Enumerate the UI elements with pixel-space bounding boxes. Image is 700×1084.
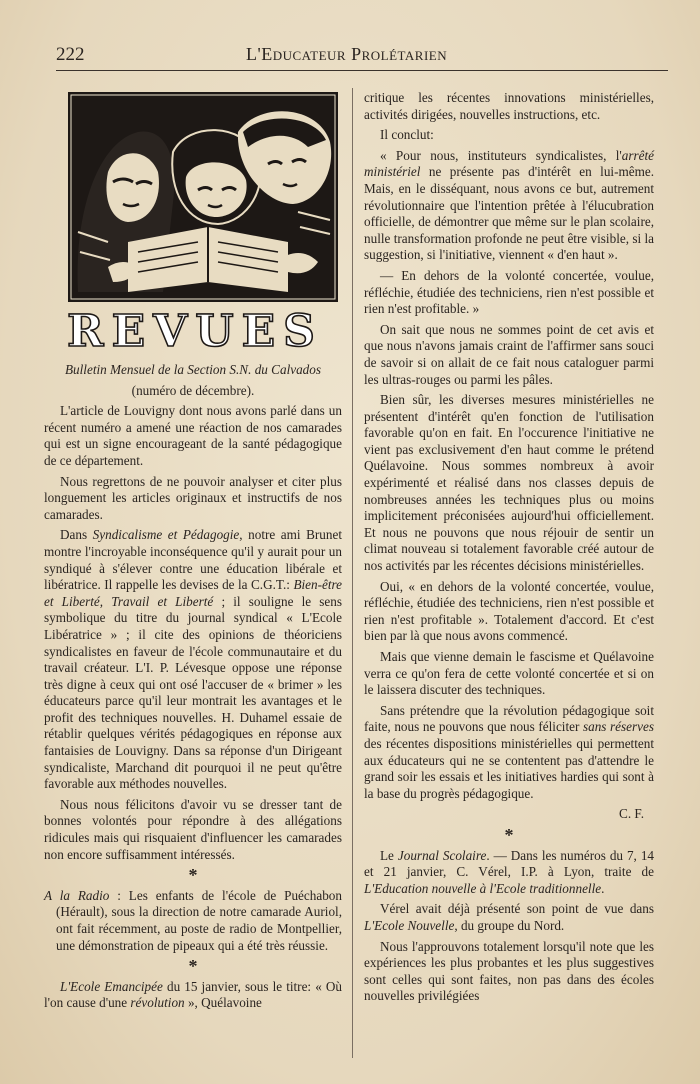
- paragraph: « Pour nous, instituteurs syndicalistes, l'arrêté ministériel ne présente pas d'intérêt en lui-même. Mais, en le disséquant, nous avons ce but, autrement révolutionnaire que l'intention prêtée à l'élucubration officielle, de démontrer que même sur le plan scolaire, nulle transformation profonde ne peut être visible, si la suggestion, si l'initiative, viennent « d'en haut ».: [364, 147, 654, 263]
- paragraph: Nous nous félicitons d'avoir vu se dresser tant de bonnes volontés pour répondre à des allégations ridicules mais qui risquaient d'influencer les camarades non encore suffisamment intéressés.: [44, 796, 342, 862]
- bulletin-heading: Bulletin Mensuel de la Section S.N. du Calvados: [64, 362, 322, 377]
- section-title: REVUES: [67, 306, 323, 357]
- paragraph: Dans Syndicalisme et Pédagogie, notre ami Brunet montre l'incroyable inconséquence qu'il y aurait pour un syndiqué à s'élever contre une éducation libérale et libératrice. Il rappelle les devises de la C.G.T.: Bien-être et Liberté, Travail et Liberté ; il souligne le sens symbolique du titre du journal syndical « L'Ecole Libératrice » ; il cite des opinions de théoriciens syndicalistes en faveur de l'école communautaire et du travail créateur. L'I. P. Lévesque oppose une réponse très digne à ceux qui ont osé l'accuser de « brimer » les éducateurs parce qu'il leur montrait les avantages et le profit des techniques nouvelles. H. Duhamel essaie de rétablir quelques vérités pédagogiques en réponse aux fantaisies de Louvigny. Dans sa réponse d'un Dirigeant syndicaliste, Marchand dit pourquoi il ne peut qu'être favorable aux méthodes nouvelles.: [44, 527, 343, 792]
- paragraph: critique les récentes innovations ministérielles, activités dirigées, nouvelles instructions, etc.: [364, 90, 654, 122]
- separator-star: *: [504, 824, 514, 845]
- paragraph: A la Radio : Les enfants de l'école de Puéchabon (Hérault), sous la direction de notre camarade Auriol, ont fait récemment, au poste de radio de Montpellier, une démonstration de pipeaux qui a été très réussie.: [44, 887, 342, 953]
- paragraph: On sait que nous ne sommes point de cet avis et que nous n'avons jamais craint de l'affirmer sans souci de savoir si on allait de ce fait nous cataloguer parmi les ultras-rouges ou parmi les pâles.: [364, 321, 654, 387]
- page-number: 222: [56, 44, 85, 65]
- paragraph: Nous l'approuvons totalement lorsqu'il note que les expériences les plus probantes et les plus suggestives sont celles qui sont faites, non pas dans des écoles nouvelles privilégiées: [364, 938, 654, 1004]
- separator-star: *: [188, 865, 198, 886]
- paragraph: Il conclut:: [380, 127, 434, 143]
- left-column: [44, 362, 342, 1016]
- paragraph: Mais que vienne demain le fascisme et Quélavoine verra ce qu'on fera de cette volonté concertée et si on le laissera discuter des techniques.: [364, 649, 654, 698]
- column-divider: [352, 88, 353, 1058]
- paragraph: Nous regrettons de ne pouvoir analyser et citer plus longuement les articles originaux et instructifs de nos camarades.: [44, 473, 342, 522]
- separator-star: *: [188, 956, 198, 977]
- paragraph: L'article de Louvigny dont nous avons parlé dans un récent numéro a amené une réaction de nos camarades qui est un signe encourageant de la santé pédagogique de ce département.: [44, 403, 342, 468]
- bulletin-sub: (numéro de décembre).: [131, 382, 255, 398]
- paragraph: Vérel avait déjà présenté son point de vue dans L'Ecole Nouvelle, du groupe du Nord.: [364, 901, 654, 933]
- paragraph: Le Journal Scolaire. — Dans les numéros du 7, 14 et 21 janvier, C. Vérel, I.P. à Lyon, traite de L'Education nouvelle à l'Ecole traditionnelle.: [364, 847, 655, 896]
- signature: C. F.: [619, 806, 644, 822]
- page-header: [56, 40, 668, 71]
- right-column: [364, 90, 654, 1009]
- paragraph: Bien sûr, les diverses mesures ministérielles ne présentent d'intérêt qu'en fonction de l'utilisation favorable qu'on en fait. En l'occurence l'initiative ne vient pas exclusivement d'en haut comme le prétend Quélavoine. Nous sommes nombreux à avoir expérimenté et réalisé dans nos classes depuis de nombreuses années les techniques plus ou moins implicitement préconisées aujourd'hui officiellement. Et nous ne pouvons que nous réjouir de sentir un climat nouveau si totalement favorable créé autour de nos activités par les récentes décisions ministérielles.: [364, 392, 654, 574]
- journal-title: L'Educateur Prolétarien: [246, 44, 448, 64]
- paragraph: Oui, « en dehors de la volonté concertée, voulue, réfléchie, étudiée des techniciens, rien n'est possible et rien n'est profitable ». Totalement d'accord. Et c'est bien par là que nous avons commencé.: [364, 578, 654, 644]
- paragraph: L'Ecole Emancipée du 15 janvier, sous le titre: « Où l'on cause d'une révolution », Quélavoine: [44, 978, 342, 1011]
- woodcut-illustration: [68, 92, 338, 302]
- paragraph: — En dehors de la volonté concertée, voulue, réfléchie, étudiée des techniciens, rien n'est possible et rien n'est profitable. »: [364, 267, 654, 317]
- paragraph: Sans prétendre que la révolution pédagogique soit faite, nous ne pouvons que nous féliciter sans réserves des récentes dispositions ministérielles qui permettent aux éducateurs qui ne se contentent pas d'attendre le grand soir les essais et les initiatives hardies qui sont à la base du progrès pédagogique.: [364, 702, 654, 801]
